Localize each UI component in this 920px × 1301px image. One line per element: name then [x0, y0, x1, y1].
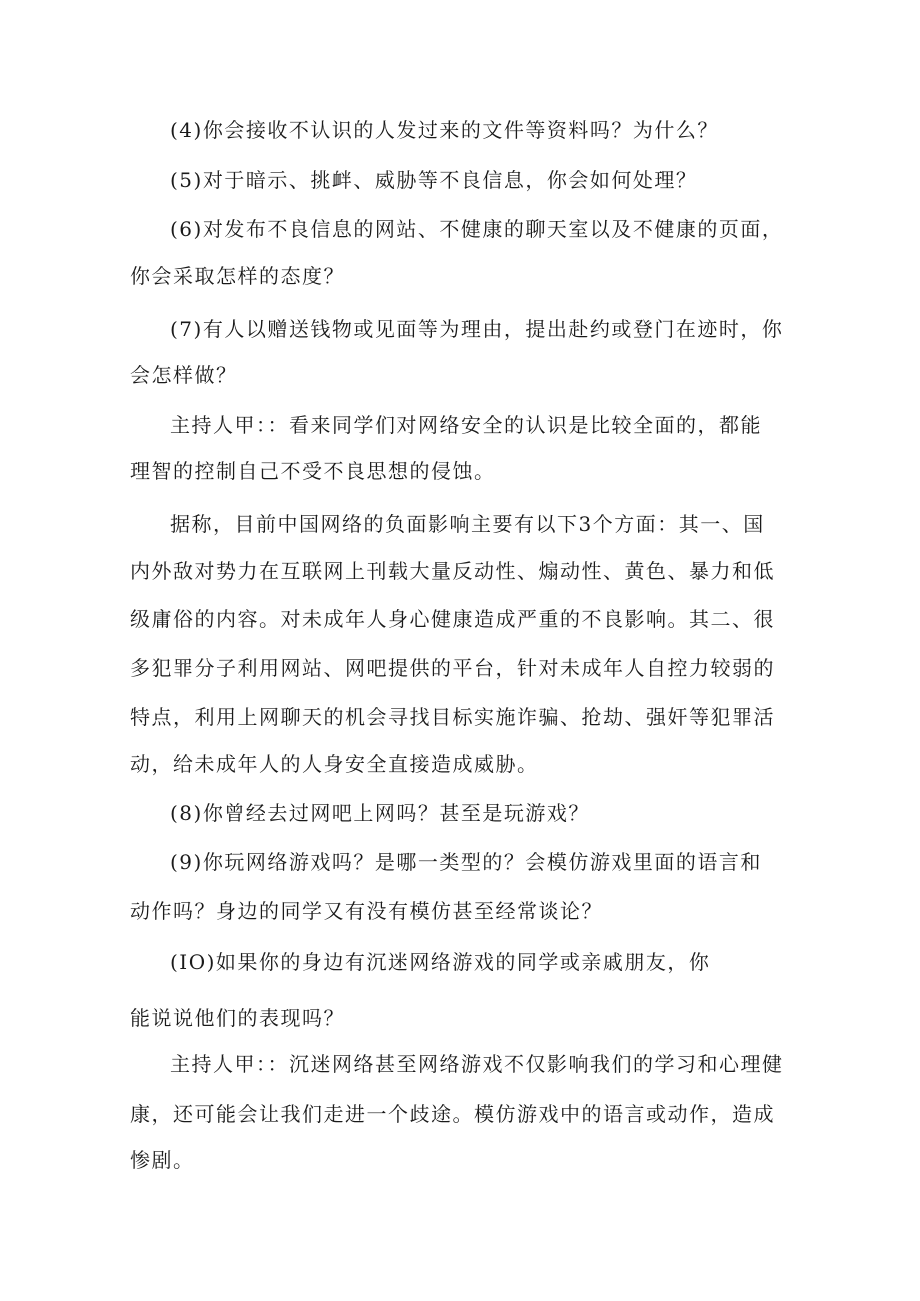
question-4: (4)你会接收不认识的人发过来的文件等资料吗？为什么？	[170, 118, 719, 142]
report-paragraph-line-4: 多犯罪分子利用网站、网吧提供的平台，针对未成年人自控力较弱的	[130, 656, 775, 680]
question-9-line-2: 动作吗？身边的同学又有没有模仿甚至经常谈论？	[130, 899, 603, 923]
host-remark-1-line-1: 主持人甲：：看来同学们对网络安全的认识是比较全面的，都能	[170, 413, 762, 437]
question-5: (5)对于暗示、挑衅、威胁等不良信息，你会如何处理？	[170, 168, 698, 192]
question-10-line-1: (IO)如果你的身边有沉迷网络游戏的同学或亲戚朋友，你	[170, 950, 711, 974]
host-remark-2-line-2: 康，还可能会让我们走进一个歧途。模仿游戏中的语言或动作，造成	[130, 1102, 775, 1126]
question-6-line-2: 你会采取怎样的态度？	[130, 264, 345, 288]
question-10-line-2: 能说说他们的表现吗？	[130, 1006, 345, 1030]
host-remark-2-line-3: 惨剧。	[130, 1148, 195, 1172]
question-6-line-1: (6)对发布不良信息的网站、不健康的聊天室以及不健康的页面，	[170, 217, 784, 241]
report-paragraph-line-3: 级庸俗的内容。对未成年人身心健康造成严重的不良影响。其二、很	[130, 607, 775, 631]
host-remark-2-line-1: 主持人甲：：沉迷网络甚至网络游戏不仅影响我们的学习和心理健	[170, 1052, 784, 1076]
question-7-line-2: 会怎样做？	[130, 363, 238, 387]
report-paragraph-line-1: 据称，目前中国网络的负面影响主要有以下3个方面：其一、国	[170, 512, 765, 536]
question-9-line-1: (9)你玩网络游戏吗？是哪一类型的？会模仿游戏里面的语言和	[170, 850, 762, 874]
question-7-line-1: (7)有人以赠送钱物或见面等为理由，提出赴约或登门在迹时，你	[170, 317, 784, 341]
report-paragraph-line-5: 特点，利用上网聊天的机会寻找目标实施诈骗、抢劫、强奸等犯罪活	[130, 705, 775, 729]
report-paragraph-line-6: 动，给未成年人的人身安全直接造成威胁。	[130, 752, 539, 776]
report-paragraph-line-2: 内外敌对势力在互联网上刊载大量反动性、煽动性、黄色、暴力和低	[130, 559, 775, 583]
host-remark-1-line-2: 理智的控制自己不受不良思想的侵蚀。	[130, 459, 496, 483]
question-8: (8)你曾经去过网吧上网吗？甚至是玩游戏？	[170, 801, 590, 825]
